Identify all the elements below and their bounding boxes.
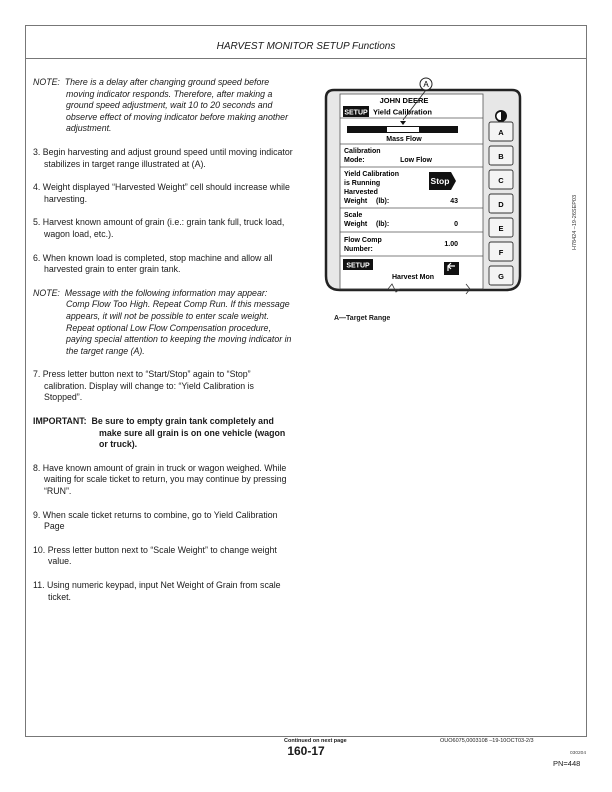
important-text: Be sure to empty grain tank completely and make sure all grain is on one vehicle (wagon or truck). (91, 416, 286, 450)
step-text: When known load is completed, stop machine and allow all harvested grain to enter grain tank. (42, 252, 273, 275)
step-11 (33, 580, 293, 603)
step-text: Harvest known amount of grain (i.e.: grain tank full, truck load, wagon load, etc.). (42, 217, 285, 239)
step-text: Begin harvesting and adjust ground speed until moving indicator stabilizes in target range illustrated at (A). (42, 146, 293, 169)
scale-weight-label-1: Scale (344, 212, 363, 219)
step-7 (33, 369, 293, 404)
step-text: Using numeric keypad, input Net Weight of Grain from scale ticket. (47, 580, 281, 602)
softkey-b-label: B (498, 152, 504, 161)
step-number: 10. (33, 544, 46, 555)
note-comp-flow-too-high (33, 288, 293, 358)
figure-caption: A—Target Range (334, 315, 391, 322)
footer-small-code: 030204 (570, 751, 587, 756)
step-number: 5. (33, 217, 41, 228)
softkey-f-label: F (498, 248, 504, 257)
note-text: Message with the following information may appear: Comp Flow Too High. Repeat Comp Run. If this message appears, it will not be possible to enter scale weight. Repeat optional Low Flow Compensation procedure, paying special attention to keeping the moving indicator in the target range (A). (64, 287, 292, 356)
scale-weight-unit: (lb): (376, 221, 390, 228)
scale-weight-value: 0 (454, 221, 458, 228)
softkey-c-label: C (498, 176, 504, 185)
step-9 (33, 510, 293, 533)
step-3 (33, 147, 293, 170)
step-number: 3. (33, 146, 41, 157)
harvested-weight-value: 43 (450, 198, 458, 205)
figure-code: H78424 –19‐26SEP03 (572, 194, 578, 250)
setup-tag: SETUP (344, 109, 368, 117)
status-line-1: Yield Calibration (344, 171, 399, 178)
callout-a-label: A (423, 79, 429, 89)
softkey-g-label: G (498, 272, 504, 281)
note-ground-speed-delay (33, 77, 293, 135)
step-number: 6. (33, 252, 41, 263)
step-number: 9. (33, 509, 41, 520)
footer-harvest-mon-label: Harvest Mon (392, 274, 435, 281)
softkey-a-label: A (498, 128, 504, 137)
document-reference: OUO6075,0003108 –19‐10OCT03‐2/3 (440, 738, 534, 744)
important-notice (33, 416, 293, 451)
calibration-mode-value: Low Flow (400, 157, 432, 164)
note-label: NOTE: (33, 77, 60, 87)
step-text: Press letter button next to “Start/Stop” again to “Stop” calibration. Display will change to: “Yield Calibration is Stopped”. (42, 369, 254, 403)
flow-comp-value: 1.00 (444, 241, 458, 248)
harvested-weight-label-1: Harvested (344, 189, 378, 196)
step-5 (33, 217, 293, 240)
back-softkey-bg (444, 262, 459, 275)
softkey-d-label: D (498, 200, 504, 209)
page-title: Yield Calibration (373, 107, 432, 117)
step-6 (33, 253, 293, 276)
flow-label: Mass Flow (386, 136, 422, 143)
step-8 (33, 463, 293, 498)
header-rule (25, 58, 587, 59)
step-number: 8. (33, 462, 41, 473)
note-text: There is a delay after changing ground speed before moving indicator responds. Therefore, after making a ground speed adjustment, wait 10 to 20 seconds and observe effect of moving indicator before making another adjustment. (64, 77, 289, 134)
calibration-mode-label-1: Calibration (344, 148, 381, 155)
frame-right-border (586, 58, 587, 736)
step-4 (33, 182, 293, 205)
flow-comp-label-1: Flow Comp (344, 237, 382, 244)
scale-weight-label-2: Weight (344, 221, 368, 228)
step-number: 7. (33, 369, 41, 380)
instruction-column (33, 77, 293, 615)
page-header-title: HARVEST MONITOR SETUP Functions (216, 41, 396, 52)
step-text: Weight displayed “Harvested Weight” cell should increase while harvesting. (42, 182, 290, 204)
step-text: Press letter button next to “Scale Weight” to change weight value. (47, 544, 277, 567)
continued-notice: Continued on next page (284, 738, 347, 744)
softkey-e-label: E (498, 224, 504, 233)
status-line-2: is Running (344, 180, 381, 187)
step-number: 11. (33, 580, 45, 590)
yield-calibration-display (320, 76, 525, 302)
step-text: Have known amount of grain in truck or wagon weighed. While waiting for scale ticket to return, you may continue by pressing “RUN”. (42, 462, 287, 497)
flow-comp-label-2: Number: (344, 246, 373, 253)
step-10 (33, 545, 293, 568)
step-number: 4. (33, 182, 41, 193)
frame-bottom-rule (25, 736, 587, 737)
step-text: When scale ticket returns to combine, go to Yield Calibration Page (42, 509, 278, 532)
important-label: IMPORTANT: (33, 416, 87, 427)
target-range (387, 127, 419, 132)
pn-number: PN=448 (553, 759, 581, 768)
brand-label: JOHN DEERE (379, 96, 429, 105)
page-number: 160-17 (287, 744, 325, 758)
harvested-weight-label-2: Weight (344, 198, 368, 205)
note-label: NOTE: (33, 287, 60, 298)
harvested-weight-unit: (lb): (376, 198, 390, 205)
frame-left-border (25, 58, 26, 736)
calibration-mode-label-2: Mode: (344, 157, 365, 164)
footer-setup-tag: SETUP (346, 262, 370, 270)
stop-softkey-label: Stop (430, 176, 450, 186)
